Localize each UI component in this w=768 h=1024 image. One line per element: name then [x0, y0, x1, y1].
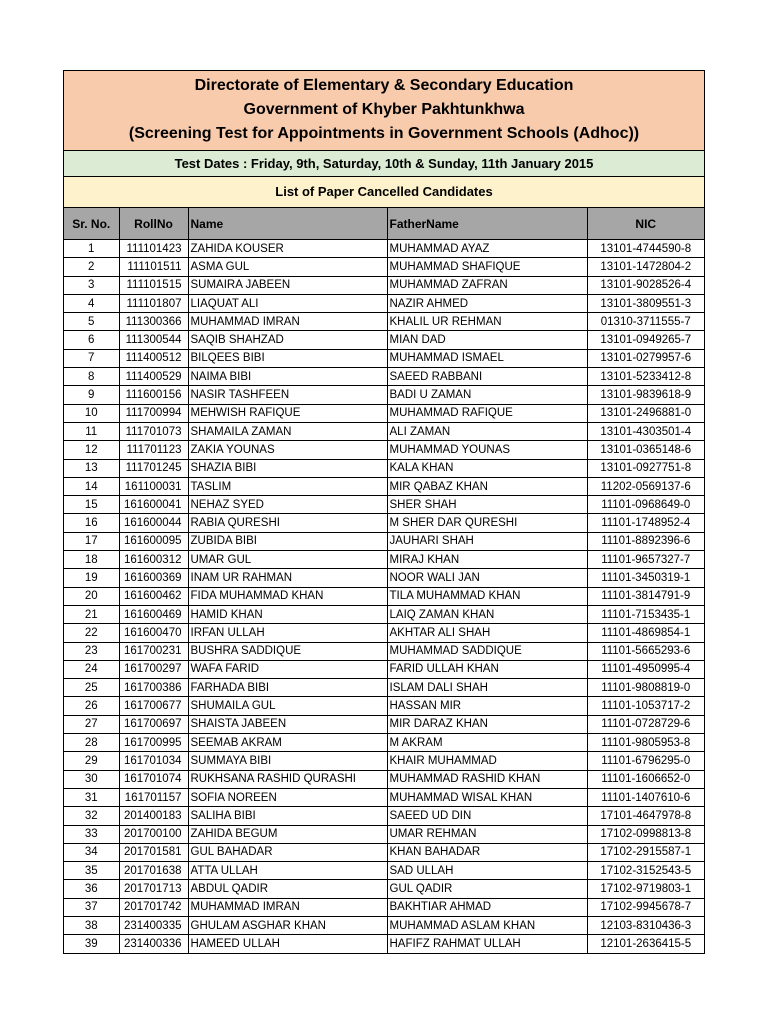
rollno-cell: 111101423: [119, 240, 188, 258]
fathername-cell: MIR QABAZ KHAN: [387, 477, 587, 495]
nic-cell: 13101-0927751-8: [587, 459, 704, 477]
sr-no-cell: 24: [64, 660, 119, 678]
name-cell: SHAISTA JABEEN: [188, 715, 387, 733]
rollno-cell: 111701123: [119, 441, 188, 459]
rollno-cell: 161700697: [119, 715, 188, 733]
fathername-cell: MIR DARAZ KHAN: [387, 715, 587, 733]
fathername-cell: MUHAMMAD ZAFRAN: [387, 276, 587, 294]
name-cell: SAQIB SHAHZAD: [188, 331, 387, 349]
column-header-sr-no: Sr. No.: [64, 208, 119, 240]
name-cell: WAFA FARID: [188, 660, 387, 678]
rollno-cell: 201701713: [119, 880, 188, 898]
name-cell: ZUBIDA BIBI: [188, 532, 387, 550]
name-cell: ZAHIDA KOUSER: [188, 240, 387, 258]
sr-no-cell: 1: [64, 240, 119, 258]
name-cell: LIAQUAT ALI: [188, 294, 387, 312]
sr-no-cell: 3: [64, 276, 119, 294]
rollno-cell: 111700994: [119, 404, 188, 422]
fathername-cell: MUHAMMAD RAFIQUE: [387, 404, 587, 422]
nic-cell: 11101-1053717-2: [587, 697, 704, 715]
table-row: [64, 916, 704, 934]
fathername-cell: LAIQ ZAMAN KHAN: [387, 605, 587, 623]
sr-no-cell: 11: [64, 422, 119, 440]
table-row: [64, 807, 704, 825]
fathername-cell: BADI U ZAMAN: [387, 386, 587, 404]
rollno-cell: 161701157: [119, 788, 188, 806]
nic-cell: 11101-6796295-0: [587, 752, 704, 770]
table-row: [64, 276, 704, 294]
name-cell: RUKHSANA RASHID QURASHI: [188, 770, 387, 788]
sr-no-cell: 30: [64, 770, 119, 788]
table-row: [64, 368, 704, 386]
rollno-cell: 201400183: [119, 807, 188, 825]
name-cell: FARHADA BIBI: [188, 679, 387, 697]
fathername-cell: ALI ZAMAN: [387, 422, 587, 440]
name-cell: ZAHIDA BEGUM: [188, 825, 387, 843]
nic-cell: 11101-5665293-6: [587, 642, 704, 660]
fathername-cell: MUHAMMAD SHAFIQUE: [387, 258, 587, 276]
sr-no-cell: 4: [64, 294, 119, 312]
sr-no-cell: 5: [64, 313, 119, 331]
nic-cell: 11101-9805953-8: [587, 734, 704, 752]
sr-no-cell: 6: [64, 331, 119, 349]
fathername-cell: MUHAMMAD RASHID KHAN: [387, 770, 587, 788]
nic-cell: 13101-3809551-3: [587, 294, 704, 312]
nic-cell: 11202-0569137-6: [587, 477, 704, 495]
nic-cell: 11101-9657327-7: [587, 551, 704, 569]
sr-no-cell: 31: [64, 788, 119, 806]
nic-cell: 13101-5233412-8: [587, 368, 704, 386]
table-row: [64, 587, 704, 605]
rollno-cell: 161600469: [119, 605, 188, 623]
sr-no-cell: 10: [64, 404, 119, 422]
sr-no-cell: 38: [64, 916, 119, 934]
sr-no-cell: 21: [64, 605, 119, 623]
nic-cell: 11101-3814791-9: [587, 587, 704, 605]
name-cell: SALIHA BIBI: [188, 807, 387, 825]
rollno-cell: 201700100: [119, 825, 188, 843]
nic-cell: 11101-1606652-0: [587, 770, 704, 788]
name-cell: GUL BAHADAR: [188, 843, 387, 861]
table-row: [64, 697, 704, 715]
rollno-cell: 161600095: [119, 532, 188, 550]
table-row: [64, 880, 704, 898]
table-row: [64, 532, 704, 550]
nic-cell: 17102-9719803-1: [587, 880, 704, 898]
fathername-cell: KHAIR MUHAMMAD: [387, 752, 587, 770]
sr-no-cell: 18: [64, 551, 119, 569]
nic-cell: 01310-3711555-7: [587, 313, 704, 331]
nic-cell: 13101-0279957-6: [587, 349, 704, 367]
sr-no-cell: 17: [64, 532, 119, 550]
fathername-cell: JAUHARI SHAH: [387, 532, 587, 550]
name-cell: HAMID KHAN: [188, 605, 387, 623]
nic-cell: 17102-3152543-5: [587, 862, 704, 880]
sr-no-cell: 27: [64, 715, 119, 733]
nic-cell: 11101-4950995-4: [587, 660, 704, 678]
nic-cell: 11101-1407610-6: [587, 788, 704, 806]
nic-cell: 13101-0949265-7: [587, 331, 704, 349]
rollno-cell: 161700386: [119, 679, 188, 697]
sr-no-cell: 2: [64, 258, 119, 276]
table-row: [64, 477, 704, 495]
name-cell: FIDA MUHAMMAD KHAN: [188, 587, 387, 605]
fathername-cell: SAEED UD DIN: [387, 807, 587, 825]
fathername-cell: SAD ULLAH: [387, 862, 587, 880]
sr-no-cell: 26: [64, 697, 119, 715]
name-cell: NASIR TASHFEEN: [188, 386, 387, 404]
rollno-cell: 111101807: [119, 294, 188, 312]
name-cell: SUMMAYA BIBI: [188, 752, 387, 770]
fathername-cell: MUHAMMAD ISMAEL: [387, 349, 587, 367]
table-row: [64, 459, 704, 477]
name-cell: BILQEES BIBI: [188, 349, 387, 367]
nic-cell: 17101-4647978-8: [587, 807, 704, 825]
table-row: [64, 496, 704, 514]
rollno-cell: 111101515: [119, 276, 188, 294]
sr-no-cell: 29: [64, 752, 119, 770]
table-row: [64, 240, 704, 258]
rollno-cell: 111101511: [119, 258, 188, 276]
fathername-cell: MIAN DAD: [387, 331, 587, 349]
sr-no-cell: 33: [64, 825, 119, 843]
table-row: [64, 825, 704, 843]
sr-no-cell: 39: [64, 935, 119, 953]
sr-no-cell: 23: [64, 642, 119, 660]
name-cell: ASMA GUL: [188, 258, 387, 276]
nic-cell: 11101-0728729-6: [587, 715, 704, 733]
table-row: [64, 734, 704, 752]
nic-cell: 11101-7153435-1: [587, 605, 704, 623]
table-row: [64, 258, 704, 276]
fathername-cell: MUHAMMAD ASLAM KHAN: [387, 916, 587, 934]
column-header-rollno: RollNo: [119, 208, 188, 240]
rollno-cell: 201701638: [119, 862, 188, 880]
table-row: [64, 313, 704, 331]
nic-cell: 12101-2636415-5: [600, 937, 692, 950]
header-government: Government of Khyber Pakhtunkhwa: [243, 101, 525, 118]
table-row: [64, 551, 704, 569]
rollno-cell: 111600156: [119, 386, 188, 404]
rollno-cell: 161100031: [119, 477, 188, 495]
table-row: [64, 569, 704, 587]
table-row: [64, 349, 704, 367]
rollno-cell: 161600312: [119, 551, 188, 569]
rollno-cell: 111400529: [119, 368, 188, 386]
table-row: [64, 898, 704, 916]
name-cell: NEHAZ SYED: [188, 496, 387, 514]
name-cell: MUHAMMAD IMRAN: [188, 313, 387, 331]
nic-cell: 13101-9839618-9: [587, 386, 704, 404]
nic-cell: 13101-2496881-0: [587, 404, 704, 422]
rollno-cell: 161701034: [119, 752, 188, 770]
name-cell: ATTA ULLAH: [188, 862, 387, 880]
table-row: [64, 514, 704, 532]
table-row: [64, 715, 704, 733]
name-cell: IRFAN ULLAH: [188, 624, 387, 642]
sr-no-cell: 9: [64, 386, 119, 404]
name-cell: RABIA QURESHI: [188, 514, 387, 532]
header-directorate: Directorate of Elementary & Secondary Education: [194, 77, 574, 94]
name-cell: BUSHRA SADDIQUE: [188, 642, 387, 660]
fathername-cell: NAZIR AHMED: [387, 294, 587, 312]
fathername-cell: HAFIFZ RAHMAT ULLAH: [387, 935, 587, 953]
rollno-cell: 111701073: [119, 422, 188, 440]
table-row: [64, 788, 704, 806]
name-cell: MUHAMMAD IMRAN: [188, 898, 387, 916]
fathername-cell: MUHAMMAD YOUNAS: [387, 441, 587, 459]
fathername-cell: ISLAM DALI SHAH: [387, 679, 587, 697]
rollno-cell: 161700677: [119, 697, 188, 715]
rollno-cell: 201701742: [119, 898, 188, 916]
fathername-cell: BAKHTIAR AHMAD: [387, 898, 587, 916]
sr-no-cell: 7: [64, 349, 119, 367]
table-row: [64, 843, 704, 861]
sr-no-cell: 25: [64, 679, 119, 697]
table-row: [64, 605, 704, 623]
rollno-cell: 161600470: [119, 624, 188, 642]
nic-cell: 11101-0968649-0: [587, 496, 704, 514]
fathername-cell: NOOR WALI JAN: [387, 569, 587, 587]
table-row: [64, 386, 704, 404]
name-cell: SHUMAILA GUL: [188, 697, 387, 715]
nic-cell: 11101-3450319-1: [587, 569, 704, 587]
name-cell: ZAKIA YOUNAS: [188, 441, 387, 459]
nic-cell: 17102-2915587-1: [587, 843, 704, 861]
candidates-table: [64, 208, 704, 953]
table-row: [64, 294, 704, 312]
fathername-cell: HASSAN MIR: [387, 697, 587, 715]
sr-no-cell: 14: [64, 477, 119, 495]
sr-no-cell: 36: [64, 880, 119, 898]
table-row: [64, 752, 704, 770]
rollno-cell: 201701581: [119, 843, 188, 861]
sr-no-cell: 22: [64, 624, 119, 642]
fathername-cell: MIRAJ KHAN: [387, 551, 587, 569]
name-cell: SEEMAB AKRAM: [188, 734, 387, 752]
name-cell: UMAR GUL: [188, 551, 387, 569]
fathername-cell: KALA KHAN: [387, 459, 587, 477]
sr-no-cell: 28: [64, 734, 119, 752]
name-cell: SHAMAILA ZAMAN: [188, 422, 387, 440]
table-row: [64, 862, 704, 880]
fathername-cell: AKHTAR ALI SHAH: [387, 624, 587, 642]
nic-cell: 11101-8892396-6: [587, 532, 704, 550]
rollno-cell: 161600462: [119, 587, 188, 605]
nic-cell: 13101-4744590-8: [587, 240, 704, 258]
rollno-cell: 231400336: [119, 935, 188, 953]
table-body: [64, 240, 704, 953]
fathername-cell: UMAR REHMAN: [387, 825, 587, 843]
name-cell: HAMEED ULLAH: [188, 935, 387, 953]
nic-cell: 17102-0998813-8: [587, 825, 704, 843]
name-cell: SOFIA NOREEN: [188, 788, 387, 806]
test-dates: Test Dates : Friday, 9th, Saturday, 10th & Sunday, 11th January 2015: [64, 151, 704, 177]
rollno-cell: 161600044: [119, 514, 188, 532]
name-cell: MEHWISH RAFIQUE: [188, 404, 387, 422]
table-row: [64, 331, 704, 349]
fathername-cell: MUHAMMAD WISAL KHAN: [387, 788, 587, 806]
fathername-cell: SAEED RABBANI: [387, 368, 587, 386]
table-row: [64, 404, 704, 422]
fathername-cell: MUHAMMAD AYAZ: [387, 240, 587, 258]
fathername-cell: KHALIL UR REHMAN: [387, 313, 587, 331]
table-header-row: [64, 208, 704, 240]
sr-no-cell: 8: [64, 368, 119, 386]
column-header-nic: NIC: [587, 208, 704, 240]
nic-cell: 11101-1748952-4: [587, 514, 704, 532]
rollno-cell: 161700995: [119, 734, 188, 752]
fathername-cell: GUL QADIR: [387, 880, 587, 898]
rollno-cell: 161600041: [119, 496, 188, 514]
rollno-cell: 111701245: [119, 459, 188, 477]
name-cell: NAIMA BIBI: [188, 368, 387, 386]
table-row: [64, 642, 704, 660]
fathername-cell: TILA MUHAMMAD KHAN: [387, 587, 587, 605]
fathername-cell: M AKRAM: [387, 734, 587, 752]
nic-cell: 13101-1472804-2: [587, 258, 704, 276]
sr-no-cell: 19: [64, 569, 119, 587]
fathername-cell: SHER SHAH: [387, 496, 587, 514]
column-header-fathername: FatherName: [387, 208, 587, 240]
name-cell: TASLIM: [188, 477, 387, 495]
table-row: [64, 624, 704, 642]
name-cell: ABDUL QADIR: [188, 880, 387, 898]
name-cell: INAM UR RAHMAN: [188, 569, 387, 587]
rollno-cell: 231400335: [119, 916, 188, 934]
fathername-cell: MUHAMMAD SADDIQUE: [387, 642, 587, 660]
document-header: [64, 71, 704, 151]
rollno-cell: 161600369: [119, 569, 188, 587]
nic-cell: 13101-0365148-6: [587, 441, 704, 459]
name-cell: SHAZIA BIBI: [188, 459, 387, 477]
rollno-cell: 161700297: [119, 660, 188, 678]
fathername-cell: FARID ULLAH KHAN: [387, 660, 587, 678]
sr-no-cell: 32: [64, 807, 119, 825]
table-row: [64, 660, 704, 678]
list-title: List of Paper Cancelled Candidates: [64, 177, 704, 208]
fathername-cell: KHAN BAHADAR: [387, 843, 587, 861]
table-row: [64, 422, 704, 440]
table-row: [64, 770, 704, 788]
name-cell: GHULAM ASGHAR KHAN: [188, 916, 387, 934]
nic-cell: 13101-9028526-4: [587, 276, 704, 294]
rollno-cell: 161700231: [119, 642, 188, 660]
document-sheet: [63, 70, 705, 954]
nic-cell: 12103-8310436-3: [587, 916, 704, 934]
nic-cell: 11101-9808819-0: [587, 679, 704, 697]
sr-no-cell: 12: [64, 441, 119, 459]
nic-cell: 11101-4869854-1: [587, 624, 704, 642]
table-row: [64, 441, 704, 459]
sr-no-cell: 35: [64, 862, 119, 880]
rollno-cell: 111400512: [119, 349, 188, 367]
sr-no-cell: 15: [64, 496, 119, 514]
sr-no-cell: 34: [64, 843, 119, 861]
nic-cell: 13101-4303501-4: [587, 422, 704, 440]
rollno-cell: 161701074: [119, 770, 188, 788]
sr-no-cell: 16: [64, 514, 119, 532]
name-cell: SUMAIRA JABEEN: [188, 276, 387, 294]
sr-no-cell: 20: [64, 587, 119, 605]
table-row: [64, 679, 704, 697]
column-header-name: Name: [188, 208, 387, 240]
header-test-title: (Screening Test for Appointments in Government Schools (Adhoc)): [128, 125, 640, 142]
sr-no-cell: 37: [64, 898, 119, 916]
rollno-cell: 111300366: [119, 313, 188, 331]
fathername-cell: M SHER DAR QURESHI: [387, 514, 587, 532]
table-row: [64, 935, 704, 953]
rollno-cell: 111300544: [119, 331, 188, 349]
nic-cell: 17102-9945678-7: [587, 898, 704, 916]
sr-no-cell: 13: [64, 459, 119, 477]
